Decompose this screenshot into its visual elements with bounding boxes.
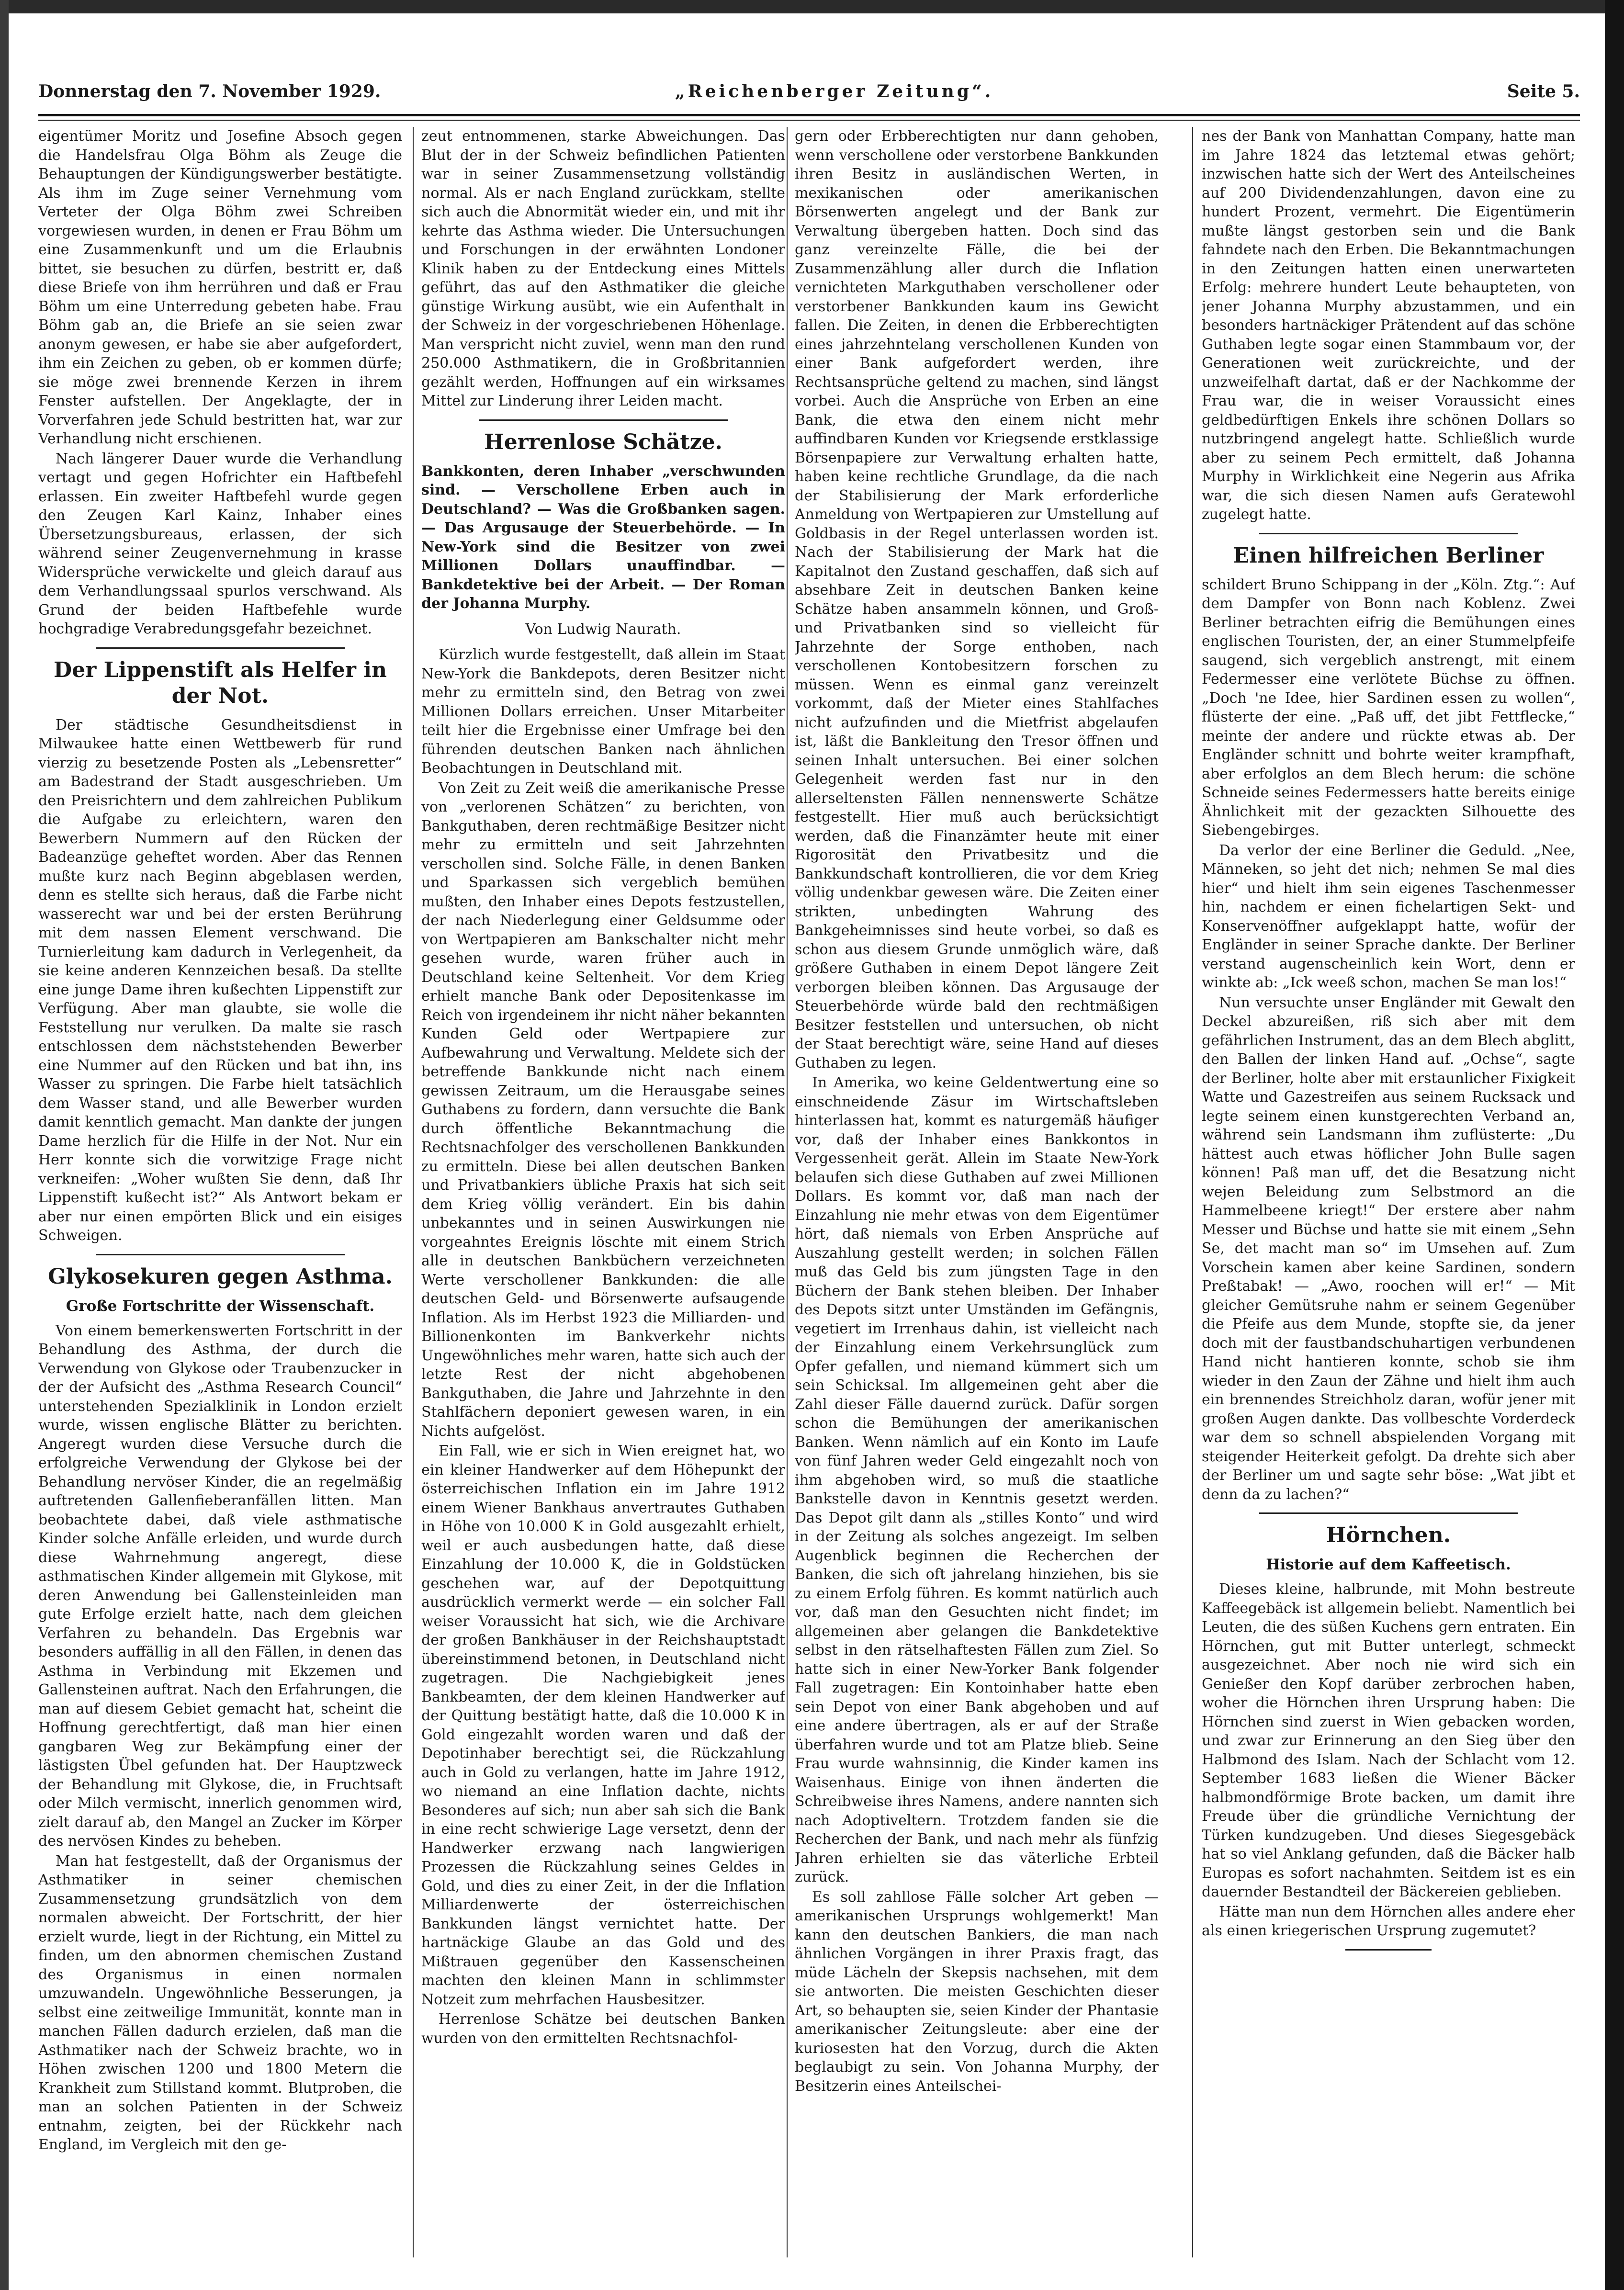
header-rule-thin — [38, 120, 1580, 121]
article-paragraph: Der städtische Gesundheitsdienst in Milwaukee hatte einen Wettbewerb für rund vierzig zu besetzende Posten als „Lebensretter“ am Badestrand der Stadt ausgeschrieben. Um den Preisrichtern und dem zahlreichen Publikum die Aufgabe zu erleichtern, waren den Bewerbern Nummern auf den Rücken der Badeanzüge geheftet worden. Aber das Rennen mußte kurz nach Beginn abgeblasen werden, denn es stellte sich heraus, daß die Farbe nicht wasserecht war und bei der ersten Berührung mit dem nassen Element verschwand. Die Turnierleitung kam dadurch in Verlegenheit, da sie keine anderen Kennzeichen besaß. Da stellte eine junge Dame ihren kußechten Lippenstift zur Verfügung. Aber man glaubte, sie wolle die Feststellung nur verulken. Da malte sie rasch entschlossen dem nächststehenden Bewerber eine Nummer auf den Rücken und bat ihn, ins Wasser zu springen. Die Farbe hielt tatsächlich dem Wasser stand, und alle Bewerber wurden damit kenntlich gemacht. Man dankte der jungen Dame herzlich für die Hilfe in der Not. Nur ein Herr konnte sich die vorwitzige Frage nicht verkneifen: „Woher wußten Sie denn, daß Ihr Lippenstift kußecht ist?“ Als Antwort bekam er aber nur einen empörten Blick und ein eisiges Schweigen. — [38, 716, 402, 1244]
article-byline: Von Ludwig Naurath. — [525, 620, 681, 638]
article-paragraph: Man hat festgestellt, daß der Organismus der Asthmatiker in seiner chemischen Zusammensetzung grundsätzlich von dem normalen abweicht. Der Fortschritt, der hier erzielt wurde, liegt in der Richtung, ein Mittel zu finden, um den abnormen chemischen Zustand des Organismus in einen normalen umzuwandeln. Ungewöhnliche Besserungen, ja selbst eine zeitweilige Immunität, konnte man in manchen Fällen dadurch erzielen, daß man die Asthmatiker nach der Schweiz brachte, wo in Höhen zwischen 1200 und 1800 Metern die Krankheit zum Stillstand kommt. Blutproben, die man an solchen Patienten in der Schweiz entnahm, zeigten, bei der Rückkehr nach England, im Vergleich mit den ge- — [38, 1852, 402, 2153]
subheadline-historie: Historie auf dem Kaffeetisch. — [1266, 1556, 1511, 1573]
article-paragraph: In Amerika, wo keine Geldentwertung eine so einschneidende Zäsur im Wirtschaftsleben hinterlassen hat, kommt es naturgemäß häufiger vor, daß der Inhaber eines Bankkontos in Vergessenheit gerät. Allein im Staate New-York belaufen sich diese Guthaben auf zwei Millionen Dollars. Es kommt vor, daß man nach der Einzahlung nie mehr etwas von dem Eigentümer hört, daß niemals von Erben Ansprüche auf Auszahlung gestellt werden; in solchen Fällen muß das Geld bis zum jüngsten Tage in den Büchern der Bank stehen bleiben. Der Inhaber des Depots sitzt unter Umständen im Gefängnis, vegetiert im Irrenhaus dahin, ist vielleicht nach der Einzahlung einem Verkehrsunglück zum Opfer gefallen, und niemand kümmert sich um sein Schicksal. Im allgemeinen geht aber die Zahl dieser Fälle dauernd zurück. Dafür sorgen schon die Bemühungen der amerikanischen Banken. Wenn nämlich auf ein Konto im Laufe von fünf Jahren weder Geld eingezahlt noch von ihm abgehoben wird, so muß die staatliche Bankstelle davon in Kenntnis gesetzt werden. Das Depot gilt dann als „stilles Konto“ und wird in der Zeitung als solches angezeigt. Im selben Augenblick beginnen die Recherchen der Banken, die sich oft jahrelang hinziehen, bis sie zu einem Erfolg führen. Es kommt natürlich auch vor, daß man den Gesuchten nicht findet; im allgemeinen aber gelangen die Bankdetektive selbst in den rätselhaftesten Fällen zum Ziel. So hatte sich in einer New-Yorker Bank folgender Fall zugetragen: Ein Kontoinhaber hatte eben sein Depot von einer Bank abgehoben und auf eine andere übertragen, als er auf der Straße überfahren wurde und tot am Platze blieb. Seine Frau wurde wahnsinnig, die Kinder kamen ins Waisenhaus. Einige von ihnen änderten die Schreibweise ihres Namens, andere nannten sich nach Adoptiveltern. Trotzdem fanden sie die Recherchen der Bank, und nach mehr als fünfzig Jahren erhielten sie das väterliche Erbteil zurück. — [795, 1074, 1159, 1885]
article-paragraph: zeut entnommenen, starke Abweichungen. Das Blut der in der Schweiz befindlichen Patienten war in seiner Zusammensetzung vollständig normal. Als er nach England zurückkam, stellte sich auch die Abnormität wieder ein, und mit ihr kehrte das Asthma wieder. Die Untersuchungen und Forschungen in der erwähnten Londoner Klinik haben zu der Entdeckung eines Mittels geführt, das auf den Asthmatiker die gleiche günstige Wirkung ausübt, wie ein Aufenthalt in der Schweiz in der vorgeschriebenen Höhenlage. Man verspricht nicht zuviel, wenn man den rund 250.000 Asthmatikern, die in Großbritannien gezählt werden, Hoffnungen auf ein wirksames Mittel zur Linderung ihrer Leiden macht. — [421, 128, 785, 409]
scan-border-top — [0, 0, 1624, 13]
article-paragraph: Herrenlose Schätze bei deutschen Banken wurden von den ermittelten Rechtsnachfol- — [421, 2011, 785, 2047]
headline-lippenstift: Der Lippenstift als Helfer in der Not. — [54, 657, 387, 708]
article-paragraph: nes der Bank von Manhattan Company, hatte man im Jahre 1824 das letztemal etwas gehört; inzwischen hatte sich der Wert des Anteilscheines auf 200 Dividendenzahlungen, davon eine zu hundert Prozent, vermehrt. Die Eigentümerin mußte längst gestorben sein und die Bank fahndete nach den Erben. Die Bekanntmachungen in den Zeitungen hatten einen unerwarteten Erfolg: mehrere hundert Leute behaupteten, von jener Johanna Murphy abzustammen, und ein besonders hartnäckiger Prätendent auf das schöne Guthaben legte sogar einen Stammbaum vor, der Generationen weit zurückreichte, und der unzweifelhaft dartat, daß er der Nachkomme der Frau war, die in weiser Voraussicht eines geldbedürftigen Enkels ihre schönen Dollars so nutzbringend angelegt hatte. Schließlich wurde aber zu seinem Pech ermittelt, daß Johanna Murphy in Wirklichkeit eine Negerin aus Afrika war, die sich diesen Namen aufs Geratewohl zugelegt hatte. — [1202, 128, 1575, 523]
article-paragraph: Von Zeit zu Zeit weiß die amerikanische Presse von „verlorenen Schätzen“ zu berichten, von Bankguthaben, deren rechtmäßige Besitzer nicht mehr zu ermitteln und seit Jahrzehnten verschollen sind. Solche Fälle, in denen Banken und Sparkassen sich vergeblich bemühen mußten, den Inhaber eines Depots festzustellen, der nach Niederlegung einer Geldsumme oder von Wertpapieren am Bankschalter nicht mehr gesehen wurde, waren früher auch in Deutschland keine Seltenheit. Vor dem Krieg erhielt manche Bank oder Depositenkasse im Reich von irgendeinem ihr nicht näher bekannten Kunden Geld oder Wertpapiere zur Aufbewahrung und Verwaltung. Meldete sich der betreffende Bankkunde nicht nach einem gewissen Zeitraum, um die Herausgabe seines Guthabens zu fordern, dann versuchte die Bank durch öffentliche Bekanntmachung die Rechtsnachfolger des verschollenen Bankkunden zu ermitteln. Diese bei allen deutschen Banken und Privatbankiers übliche Praxis hat sich seit dem Krieg völlig verändert. Ein bis dahin unbekanntes und in seinen Auswirkungen nie vorgeahntes Ereignis löschte mit einem Strich alle in deutschen Bankbüchern verzeichneten Werte verschollener Bankkunden: die alle deutschen Geld- und Börsenwerte aufsaugende Inflation. Als im Herbst 1923 die Milliarden- und Billionenkonten im Bankverkehr nichts Ungewöhnliches mehr waren, hatte sich auch der letzte Rest der nicht abgehobenen Bankguthaben, die Jahre und Jahrzehnte in den Stahlfächern deponiert gewesen waren, in ein Nichts aufgelöst. — [421, 779, 785, 1440]
article-paragraph: gern oder Erbberechtigten nur dann gehoben, wenn verschollene oder verstorbene Bankkunden ihren Besitz in ausländischen Werten, in mexikanischen oder amerikanischen Börsenwerten angelegt und der Bank zur Verwaltung übergeben hatten. Doch sind das ganz vereinzelte Fälle, die bei der Zusammenzählung aller durch die Inflation vernichteten Markguthaben verschollener oder verstorbener Bankkunden kaum ins Gewicht fallen. Die Zeiten, in denen die Erbberechtigten eines jahrzehntelang verschollenen Kunden von einer Bank aufgefordert werden, ihre Rechtsansprüche geltend zu machen, sind längst vorbei. Auch die Ansprüche von Erben an eine Bank, die etwa den einem nicht mehr auffindbaren Kunden vor Kriegsende erstklassige Börsenpapiere zur Verwaltung erhalten hatte, haben keine rechtliche Grundlage, da die nach der Stabilisierung der Mark erforderliche Anmeldung von Wertpapieren zur Umstellung auf Goldbasis in der Regel unterlassen worden ist. Nach der Stabilisierung der Mark hat die Kapitalnot den Zustand geschaffen, daß sich auf absehbare Zeit in deutschen Banken keine Schätze haben ansammeln können, und Groß- und Privatbanken sind so vielleicht für Jahrzehnte der Sorge enthoben, nach verschollenen Kontobesitzern forschen zu müssen. Wenn es einmal ganz vereinzelt vorkommt, daß der Mieter eines Stahlfaches nicht aufzufinden und die Mietfrist abgelaufen ist, läßt die Bankleitung den Tresor öffnen und seinen Inhalt untersuchen. Bei einer solchen Gelegenheit werden fast nur in den allerseltensten Fällen nennenswerte Schätze festgestellt. Hier muß auch berücksichtigt werden, daß die Finanzämter heute mit einer Rigorosität den Privatbesitz und die Bankkundschaft kontrollieren, die vor dem Krieg völlig undenkbar gewesen wäre. Die Zeiten einer strikten, unbedingten Wahrung des Bankgeheimnisses sind heute vorbei, so daß es schon aus diesem Grunde unmöglich wäre, daß größere Guthaben in einem Depot längere Zeit verborgen bleiben können. Das Argusauge der Steuerbehörde würde bald den rechtmäßigen Besitzer feststellen und untersuchen, ob nicht der Staat berechtigt wäre, seine Hand auf dieses Guthaben zu legen. — [795, 128, 1159, 1072]
scan-border-left — [0, 0, 9, 2290]
article-paragraph: Hätte man nun dem Hörnchen alles andere eher als einen kriegerischen Ursprung zugemutet? — [1202, 1903, 1575, 1939]
column-3 — [795, 127, 1159, 2257]
article-separator — [96, 647, 345, 649]
headline-hoernchen: Hörnchen. — [1326, 1523, 1451, 1547]
article-paragraph: Da verlor der eine Berliner die Geduld. „Nee, Männeken, so jeht det nich; nehmen Se mal dies hier“ und hielt ihm sein eigenes Taschenmesser hin, nachdem er einen fichelartigen Sekt- und Konservenöffner aufgeklappt hatte, wofür der Engländer in seiner Sprache dankte. Der Berliner verstand augenscheinlich kein Wort, denn er winkte ab: „Ick weeß schon, machen Se man los!“ — [1202, 842, 1575, 991]
article-paragraph: Nach längerer Dauer wurde die Verhandlung vertagt und gegen Hofrichter ein Haftbefehl erlassen. Ein zweiter Haftbefehl wurde gegen den Zeugen Karl Kainz, Inhaber eines Übersetzungsbureaus, erlassen, der sich während seiner Zeugenvernehmung in krasse Widersprüche verwickelte und gleich darauf aus dem Verhandlungssaal spurlos verschwand. Als Grund der beiden Haftbefehle wurde hochgradige Verabredungsgefahr bezeichnet. — [38, 450, 402, 637]
article-paragraph: Nun versuchte unser Engländer mit Gewalt den Deckel abzureißen, riß sich aber mit dem gefährlichen Instrument, das an dem Blech abglitt, den Ballen der linken Hand auf. „Ochse“, sagte der Berliner, holte aber mit erstaunlicher Fixigkeit Watte und Gazestreifen aus seinem Rucksack und legte seinem einen kunstgerechten Verband an, während sein Landsmann ihm zuflüsterte: „Du hättest auch etwas höflicher John Bulle sagen können! Paß man uff, det die Besatzung nicht wejen Beleidung zum Selbstmord an die Hammelbeene kriegt!“ Der erstere aber nahm Messer und Büchse und hatte sie mit einem „Sehn Se, det macht man so“ im Umsehen auf. Zum Vorschein kamen aber keine Sardinen, sondern Preßtabak! — „Awo, roochen will er!“ — Mit gleicher Gemütsruhe nahm er seinem Gegenüber die Pfeife aus dem Munde, stopfte sie, da jener doch mit der faustbandschuhartigen verbundenen Hand nicht hantieren konnte, schob sie ihm wieder in den Zaun der Zähne und hielt ihm auch ein brennendes Streichholz daran, wofür jener mit großen Augen dankte. Das vollbeschte Vorderdeck war dem so schnell abspielenden Vorgang mit steigender Heiterkeit gefolgt. Da drehte sich aber der Berliner um und sagte sehr böse: „Wat jibt et denn da zu lachen?“ — [1202, 994, 1575, 1503]
article-paragraph: Kürzlich wurde festgestellt, daß allein im Staat New-York die Bankdepots, deren Besitzer nicht mehr zu ermitteln sind, den Betrag von zwei Millionen Dollars erreichen. Unser Mitarbeiter teilt hier die Ergebnisse einer Umfrage bei den führenden deutschen Banken nach ähnlichen Beobachtungen in Deutschland mit. — [421, 646, 785, 777]
article-separator — [1259, 533, 1518, 534]
article-paragraph: Ein Fall, wie er sich in Wien ereignet hat, wo ein kleiner Handwerker auf dem Höhepunkt der österreichischen Inflation ein im Jahre 1912 einem Wiener Bankhaus anvertrautes Guthaben in Höhe von 10.000 K in Gold ausgezahlt erhielt, weil er auch ausbedungen hatte, daß diese Einzahlung der 10.000 K, die in Goldstücken geschehen war, auf der Depotquittung ausdrücklich vermerkt werde — ein solcher Fall weiser Voraussicht hat sich, wie die Archivare der großen Bankhäuser in der Reichshauptstadt übereinstimmend betonen, in Deutschland nicht zugetragen. Die Nachgiebigkeit jenes Bankbeamten, der dem kleinen Handwerker auf der Quittung bestätigt hatte, daß die 10.000 K in Gold eingezahlt worden waren und daß der Depotinhaber berechtigt sei, die Rückzahlung auch in Gold zu verlangen, hatte im Jahre 1912, wo niemand an eine Inflation dachte, nichts Besonderes auf sich; nun aber sah sich die Bank in eine recht schwierige Lage versetzt, denn der Handwerker erzwang nach langwierigen Prozessen die Rückzahlung seines Geldes in Gold, und dies zu einer Zeit, in der die Inflation Milliardenwerte der österreichischen Bankkunden längst vernichtet hatte. Der hartnäckige Glaube an das Gold und des Mißtrauen gegenüber den Kassenscheinen machten den kleinen Mann in schlimmster Notzeit zum mehrfachen Hausbesitzer. — [421, 1443, 785, 2008]
article-paragraph: Es soll zahllose Fälle solcher Art geben — amerikanischen Ursprungs wohlgemerkt! Man kann den deutschen Bankiers, die man nach ähnlichen Vorgängen in ihrer Praxis fragt, das müde Lächeln der Skepsis nachsehen, mit dem sie antworten. Die meisten Geschichten dieser Art, so behaupten sie, seien Kinder der Phantasie amerikanischer Zeitungsleute: aber eine der kuriosesten hat den Vorzug, durch die Akten beglaubigt zu sein. Von Johanna Murphy, der Besitzerin eines Anteilschei- — [795, 1888, 1159, 2095]
article-paragraph: eigentümer Moritz und Josefine Absoch gegen die Handelsfrau Olga Böhm als Zeuge die Behauptungen der Kündigungswerber bestätigte. Als ihm im Zuge seiner Vernehmung vom Verteter der Olga Böhm zwei Schreiben vorgewiesen wurden, in denen er Frau Böhm um eine Zusammenkunft und um die Erlaubnis bittet, sie besuchen zu dürfen, bestritt er, daß diese Briefe von ihm herrühren und daß er Frau Böhm um eine Unterredung gebeten habe. Frau Böhm gab an, die Briefe an sie seien zwar anonym gewesen, er habe sie aber aufgefordert, ihm ein Zeichen zu geben, ob er kommen dürfe; sie möge zwei brennende Kerzen in ihrem Fenster aufstellen. Der Angeklagte, der in Vorverfahren jede Schuld bestritten hat, war zur Verhandlung nicht erschienen. — [38, 128, 402, 447]
article-separator — [96, 1254, 345, 1255]
article-paragraph: Dieses kleine, halbrunde, mit Mohn bestreute Kaffeegebäck ist allgemein beliebt. Namentlich bei Leuten, die des süßen Kuchens gern entraten. Ein Hörnchen, gut mit Butter unterlegt, schmeckt ausgezeichnet. Aber noch nie wird sich ein Genießer den Kopf darüber zerbrochen haben, woher die Hörnchen ihren Ursprung haben: Die Hörnchen sind zuerst in Wien gebacken worden, und zwar zur Erinnerung an den Sieg über den Halbmond des Islam. Nach der Schlacht vom 12. September 1683 ließen die Wiener Bäcker halbmondförmige Brote backen, um damit ihre Freude über die gründliche Vernichtung der Türken kundzugeben. Und dieses Siegesgebäck hat so viel Anklang gefunden, daß die Bäcker halb Europas es sofort nachahmten. Seitdem ist es ein dauernder Bestandteil der Bäckereien geblieben. — [1202, 1581, 1575, 1900]
column-divider — [1192, 127, 1193, 2257]
header-rule — [38, 114, 1580, 116]
column-divider — [413, 127, 414, 2257]
article-end-rule — [1345, 1949, 1432, 1951]
column-divider — [787, 127, 788, 2257]
header-newspaper-name: „Reichenberger Zeitung“. — [675, 81, 994, 102]
headline-herrenlose-schaetze: Herrenlose Schätze. — [484, 429, 722, 454]
header-date: Donnerstag den 7. November 1929. — [38, 81, 381, 102]
column-4 — [1202, 127, 1575, 2257]
page-header — [38, 81, 1580, 115]
column-2 — [421, 127, 785, 2257]
subheadline-fortschritte: Große Fortschritte der Wissenschaft. — [66, 1297, 375, 1315]
header-page-number: Seite 5. — [1507, 81, 1580, 102]
article-paragraph: schildert Bruno Schippang in der „Köln. Ztg.“: Auf dem Dampfer von Bonn nach Koblenz. Zwei Berliner betrachten eifrig die Bemühungen eines englischen Touristen, der, an einer Stummelpfeife saugend, sich vergeblich anstrengt, mit einem Federmesser eine verlötete Büchse zu öffnen. „Doch 'ne Idee, hier Sardinen essen zu wollen“, flüsterte der eine. „Paß uff, det jibt Fettflecke,“ meinte der andere und rückte etwas ab. Der Engländer schnitt und bohrte weiter krampfhaft, aber erfolglos an dem Blech herum: die schöne Schneide seines Federmessers hatte bereits einige Ähnlichkeit mit der gezackten Silhouette des Siebengebirges. — [1202, 576, 1575, 839]
article-separator — [1259, 1512, 1518, 1514]
article-paragraph: Von einem bemerkenswerten Fortschritt in der Behandlung des Asthma, der durch die Verwendung von Glykose oder Traubenzucker in der der Aufsicht des „Asthma Research Council“ unterstehenden Spezialklinik in London erzielt wurde, wissen englische Blätter zu berichten. Angeregt wurden diese Versuche durch die erfolgreiche Verwendung der Glykose bei der Behandlung nervöser Kinder, die an regelmäßig auftretenden Gallenfieberanfällen litten. Man beobachtete dabei, daß viele asthmatische Kinder solche Anfälle erleiden, und wurde durch diese Wahrnehmung angeregt, diese asthmatischen Kinder allgemein mit Glykose, mit deren Anwendung bei Gallensteinleiden man gute Erfolge erzielt hatte, nach dem gleichen Verfahren zu behandeln. Das Ergebnis war besonders auffällig in all den Fällen, in denen das Asthma in Verbindung mit Ekzemen und Gallensteinen auftrat. Nach den Erfahrungen, die man auf diesem Gebiet gemacht hat, scheint die Hoffnung gerechtfertigt, daß man hier einen gangbaren Weg zur Bekämpfung einer der lästigsten Übel gefunden hat. Der Hauptzweck der Behandlung mit Glykose, die, in Fruchtsaft oder Milch vermischt, innerlich genommen wird, zielt darauf ab, den Mangel an Zucker im Körper des nervösen Kindes zu beheben. — [38, 1322, 402, 1850]
column-1 — [38, 127, 402, 2257]
scan-border-right — [1605, 0, 1624, 2290]
article-separator — [479, 419, 728, 421]
headline-hilfreicher-berliner: Einen hilfreichen Berliner — [1233, 543, 1544, 568]
article-lead: Bankkonten, deren Inhaber „verschwunden sind. — Verschollene Erben auch in Deutschland? — Was die Großbanken sagen. — Das Argusauge der Steuerbehörde. — In New-York sind die Besitzer von zwei Millionen Dollars unauffindbar. — Bankdetektive bei der Arbeit. — Der Roman der Johanna Murphy. — [421, 463, 785, 612]
headline-glykosekuren: Glykosekuren gegen Asthma. — [48, 1264, 393, 1289]
